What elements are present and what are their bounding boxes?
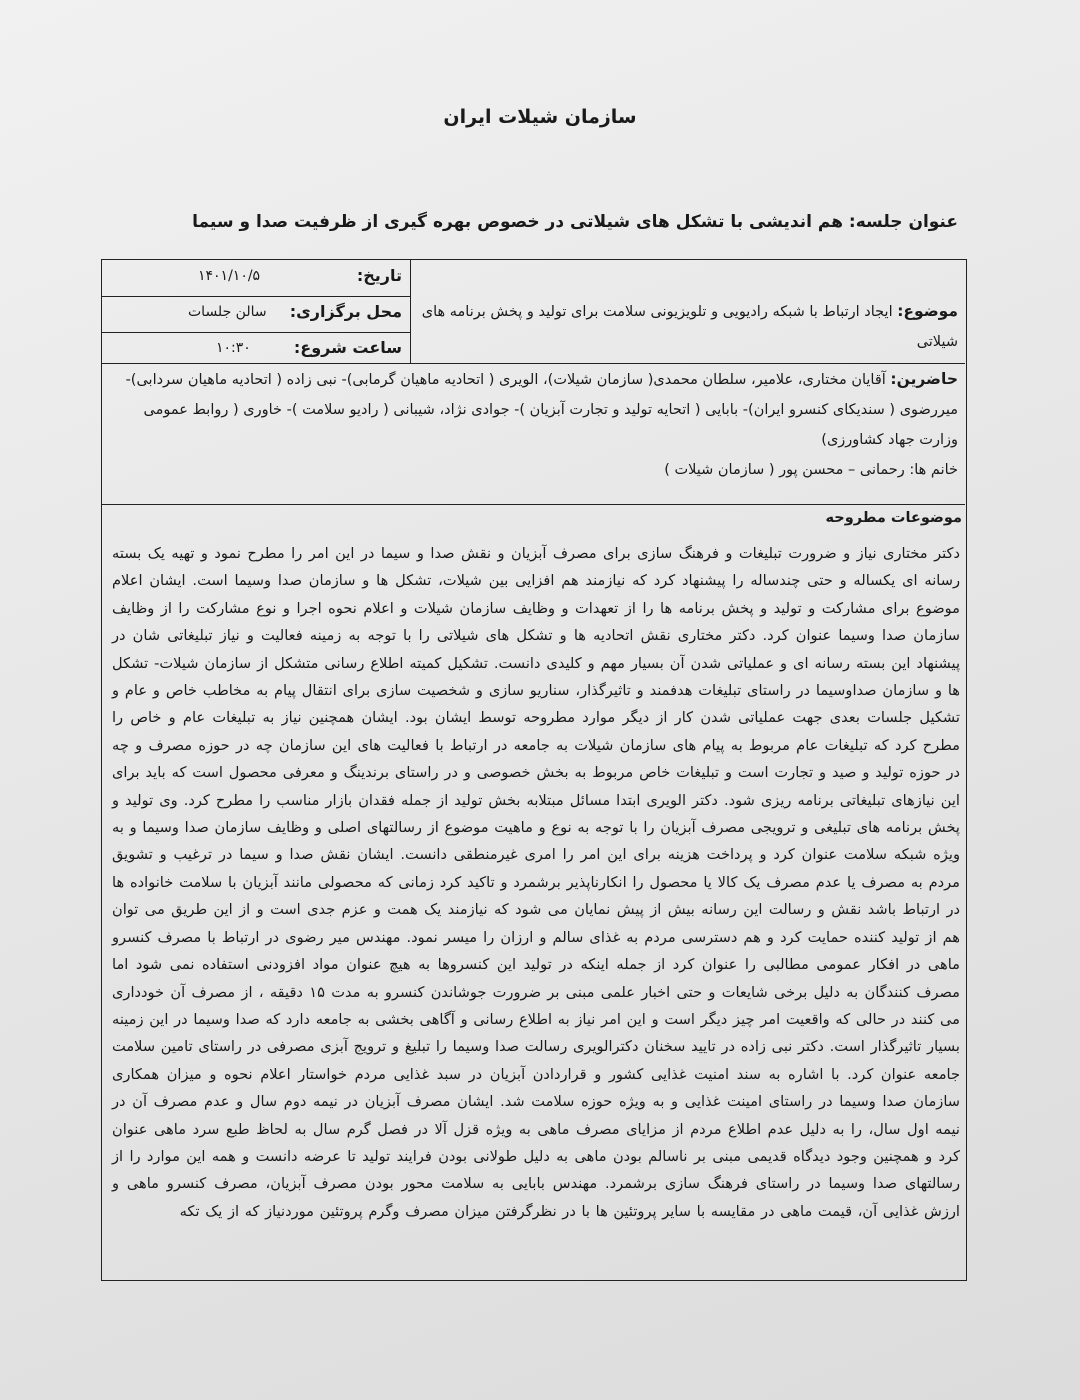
organization-title: سازمان شیلات ایران: [443, 106, 637, 128]
venue-label: محل برگزاری:: [289, 302, 402, 321]
attendees-label: حاضرین:: [890, 370, 958, 388]
subject-text: ایجاد ارتباط با شبکه رادیویی و تلویزیونی سلامت برای تولید و پخش برنامه های شیلاتی: [421, 304, 958, 350]
meta-divider: [102, 332, 410, 333]
venue-value: سالن جلسات: [188, 304, 267, 320]
venue-row: [110, 302, 402, 332]
row-divider: [102, 504, 965, 505]
date-value: ۱۴۰۱/۱۰/۵: [198, 268, 261, 284]
attendees-text: آقایان مختاری، علامیر، سلطان محمدی( سازمان شیلات)، الویری ( اتحادیه ماهیان گرمابی)- نبی زاده ( اتحادیه ماهیان سردابی)- میررضوی ( سندیکای کنسرو ایران)- بابایی ( اتحایه تولید و تجارت آبزیان )- جوادی نژاد، شیبانی ( رادیو سلامت )- خاوری ( روابط عمومی وزارت جهاد کشاورزی): [125, 372, 958, 448]
start-time-label: ساعت شروع:: [293, 338, 402, 357]
topics-body: دکتر مختاری نیاز و ضرورت تبلیغات و فرهنگ سازی برای مصرف آبزیان و نقش صدا و سیما در این امر را مطرح نمود و تهیه یک بسته رسانه ای یکساله و حتی چندساله را پیشنهاد کرد که نیازمند هم افزایی بین شیلات، تشکل ها و سازمان صدا وسیما است. ایشان اعلام موضوع برای مشارکت و تولید و پخش برنامه ها را از تعهدات و وظایف سازمان شیلات و اعلام نحوه اجرا و نوع مشارکت را از وظایف سازمان صدا وسیما عنوان کرد. دکتر مختاری نقش اتحادیه ها و تشکل های شیلاتی را با توجه به زمینه فعالیت و نیاز تبلیغاتی شان در پیشنهاد این بسته رسانه ای و عملیاتی شدن آن بسیار مهم و کلیدی دانست. تشکیل کمیته اطلاع رسانی متشکل از سازمان شیلات- تشکل ها و سازمان صداوسیما در راستای تبلیغات هدفمند و تاثیرگذار، سناریو سازی و شخصیت سازی برای انتقال پیام به مخاطب خاص و عام و تشکیل جلسات بعدی جهت عملیاتی شدن کار از دیگر موارد مطروحه توسط ایشان بود. ایشان همچنین نیاز به تبلیغات عام و خاص را مطرح کرد که تبلیغات عام مربوط به پیام های سازمان شیلات به جامعه در ارتباط با فعالیت های این سازمان چه در حوزه مصرف و چه در حوزه تولید و صید و تجارت است و تبلیغات خاص مربوط به بخش خصوصی و در راستای برندینگ و معرفی محصول است که باید برای این نیازهای تبلیغاتی برنامه ریزی شود. دکتر الویری ابتدا مسائل مبتلابه بخش تولید از جمله فقدان بازار مناسب را مطرح کرد. وی تولید و پخش برنامه های تبلیغی و ترویجی مصرف آبزیان را با توجه به نوع و ماهیت موضوع از رسالتهای اصلی و وظایف سازمان صدا وسیما و به ویژه شبکه سلامت عنوان کرد و پرداخت هزینه برای این امر را امری غیرمنطقی دانست. ایشان نقش صدا و سیما در ترغیب و تشویق مردم به مصرف یا عدم مصرف یک کالا یا محصول را انکارناپذیر برشمرد و تاکید کرد زمانی که محصولی مانند آبزیان با سلامت خانواده ها در ارتباط باشد نقش و رسالت این رسانه بیش از پیش نمایان می شود که نیازمند یک همت و عزم جدی است و از این طریق می توان هم از تولید کننده حمایت کرد و هم دسترسی مردم به غذای سالم و ارزان را میسر نمود. مهندس میر رضوی در ارتباط با مصرف کنسرو ماهی در افکار عمومی مطالبی را عنوان کرد از جمله اینکه در تولید این کنسروها به هیچ عنوان مواد افزودنی استفاده نمی شود اما مصرف کنندگان به دلیل برخی شایعات و حتی اخبار علمی مبنی بر ضرورت جوشاندن کنسرو به مدت ۱۵ دقیقه ، از مصرف آن خودداری می کنند در حالی که واقعیت امر چیز دیگر است و این امر نیاز به اطلاع رسانی و آگاهی بخشی به جامعه دارد که صدا وسیما در این زمینه بسیار تاثیرگذار است. دکتر نبی زاده در تایید سخنان دکترالویری رسالت صدا وسیما را تبلیغ و ترویج آبزی مصرفی در راستای تامین سلامت جامعه عنوان کرد. با اشاره به سند امنیت غذایی کشور و قراردادن آبزیان در سبد غذایی مردم خواستار اعلام نحوه و میزان همکاری سازمان صدا وسیما در راستای امینت غذایی و به ویژه حوزه سلامت شد. ایشان مصرف آبزیان در نیمه دوم سال و عدم مصرف آن در نیمه اول سال، را به دلیل عدم اطلاع مردم از مزایای مصرف ماهی به ویژه قزل آلا در فصل گرم سال به لحاظ طبع سرد ماهی عنوان کرد و همچنین وجود دیدگاه قدیمی مبنی بر ناسالم بودن ماهی به دلیل طولانی بودن فرایند تولید تا عرضه دانست و همه این موارد را از رسالتهای صدا وسیما در راستای فرهنگ سازی برشمرد. مهندس بابایی به سلامت محور بودن مصرف آبزیان، مصرف کنسرو ماهی و ارزش غذایی آن، قیمت ماهی در مقایسه با سایر پروتئین ها با در نظرگرفتن میزان مصرف وگرم پروتئین موردنیاز که از یک تکه: [112, 545, 960, 1220]
attendees-ladies: خانم ها: رحمانی – محسن پور ( سازمان شیلات ): [664, 462, 958, 478]
topics-heading: موضوعات مطروحه: [825, 510, 962, 526]
meeting-title: عنوان جلسه: هم اندیشی با تشکل های شیلاتی در خصوص بهره گیری از ظرفیت صدا و سیما: [192, 212, 958, 232]
attendees-cell: [112, 364, 958, 485]
date-label: تاریخ:: [356, 266, 402, 285]
date-row: [110, 266, 402, 296]
start-time-value: ۱۰:۳۰: [216, 340, 251, 356]
meta-divider: [102, 296, 410, 297]
subject-cell: [418, 296, 958, 357]
start-time-row: [110, 338, 402, 364]
column-divider: [410, 260, 411, 363]
subject-label: موضوع:: [897, 302, 958, 320]
